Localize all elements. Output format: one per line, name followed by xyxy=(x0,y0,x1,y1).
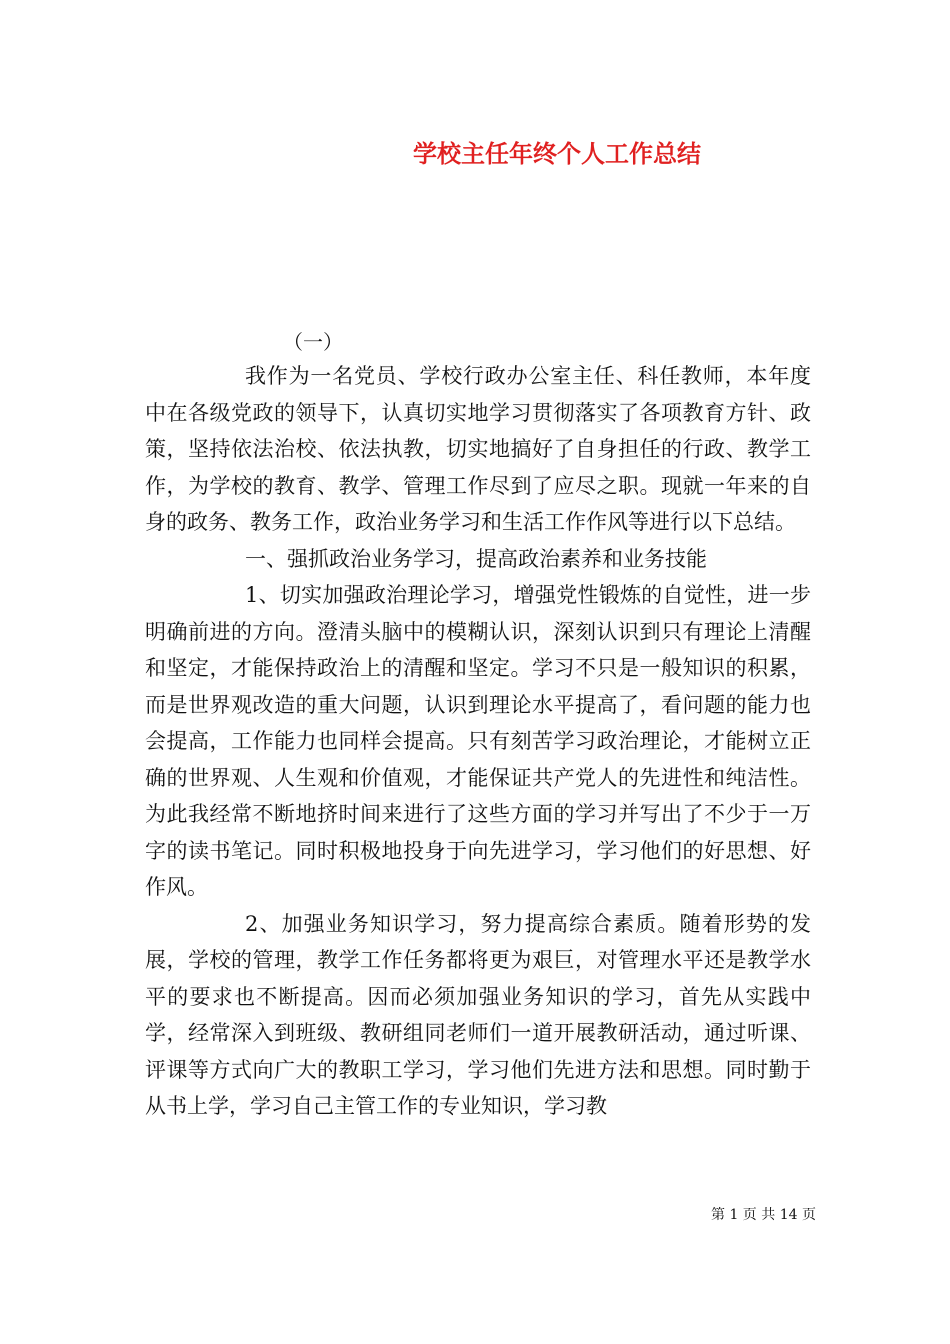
paragraph-intro: 我作为一名党员、学校行政办公室主任、科任教师，本年度中在各级党政的领导下，认真切实地学习贯彻落实了各项教育方针、政策，坚持依法治校、依法执教，切实地搞好了自身担任的行政、教学工作，为学校的教育、教学、管理工作尽到了应尽之职。现就一年来的自身的政务、教务工作，政治业务学习和生活工作作风等进行以下总结。 xyxy=(145,364,811,534)
page-number: 第 1 页 共 14 页 xyxy=(711,1207,816,1223)
document-title: 学校主任年终个人工作总结 xyxy=(413,139,701,168)
document-body xyxy=(145,358,811,1125)
section-heading: 一、强抓政治业务学习，提高政治素养和业务技能 xyxy=(245,546,707,571)
section-marker: （一） xyxy=(283,330,343,354)
paragraph-point-2: 2、加强业务知识学习，努力提高综合素质。随着形势的发展，学校的管理，教学工作任务都将更为艰巨，对管理水平还是教学水平的要求也不断提高。因而必须加强业务知识的学习，首先从实践中学，经常深入到班级、教研组同老师们一道开展教研活动，通过听课、评课等方式向广大的教职工学习，学习他们先进方法和思想。同时勤于从书上学，学习自己主管工作的专业知识，学习教 xyxy=(145,911,811,1118)
paragraph-point-1: 1、切实加强政治理论学习，增强党性锻炼的自觉性，进一步明确前进的方向。澄清头脑中的模糊认识，深刻认识到只有理论上清醒和坚定，才能保持政治上的清醒和坚定。学习不只是一般知识的积累，而是世界观改造的重大问题，认识到理论水平提高了，看问题的能力也会提高，工作能力也同样会提高。只有刻苦学习政治理论，才能树立正确的世界观、人生观和价值观，才能保证共产党人的先进性和纯洁性。为此我经常不断地挤时间来进行了这些方面的学习并写出了不少于一万字的读书笔记。同时积极地投身于向先进学习，学习他们的好思想、好作风。 xyxy=(145,583,811,899)
